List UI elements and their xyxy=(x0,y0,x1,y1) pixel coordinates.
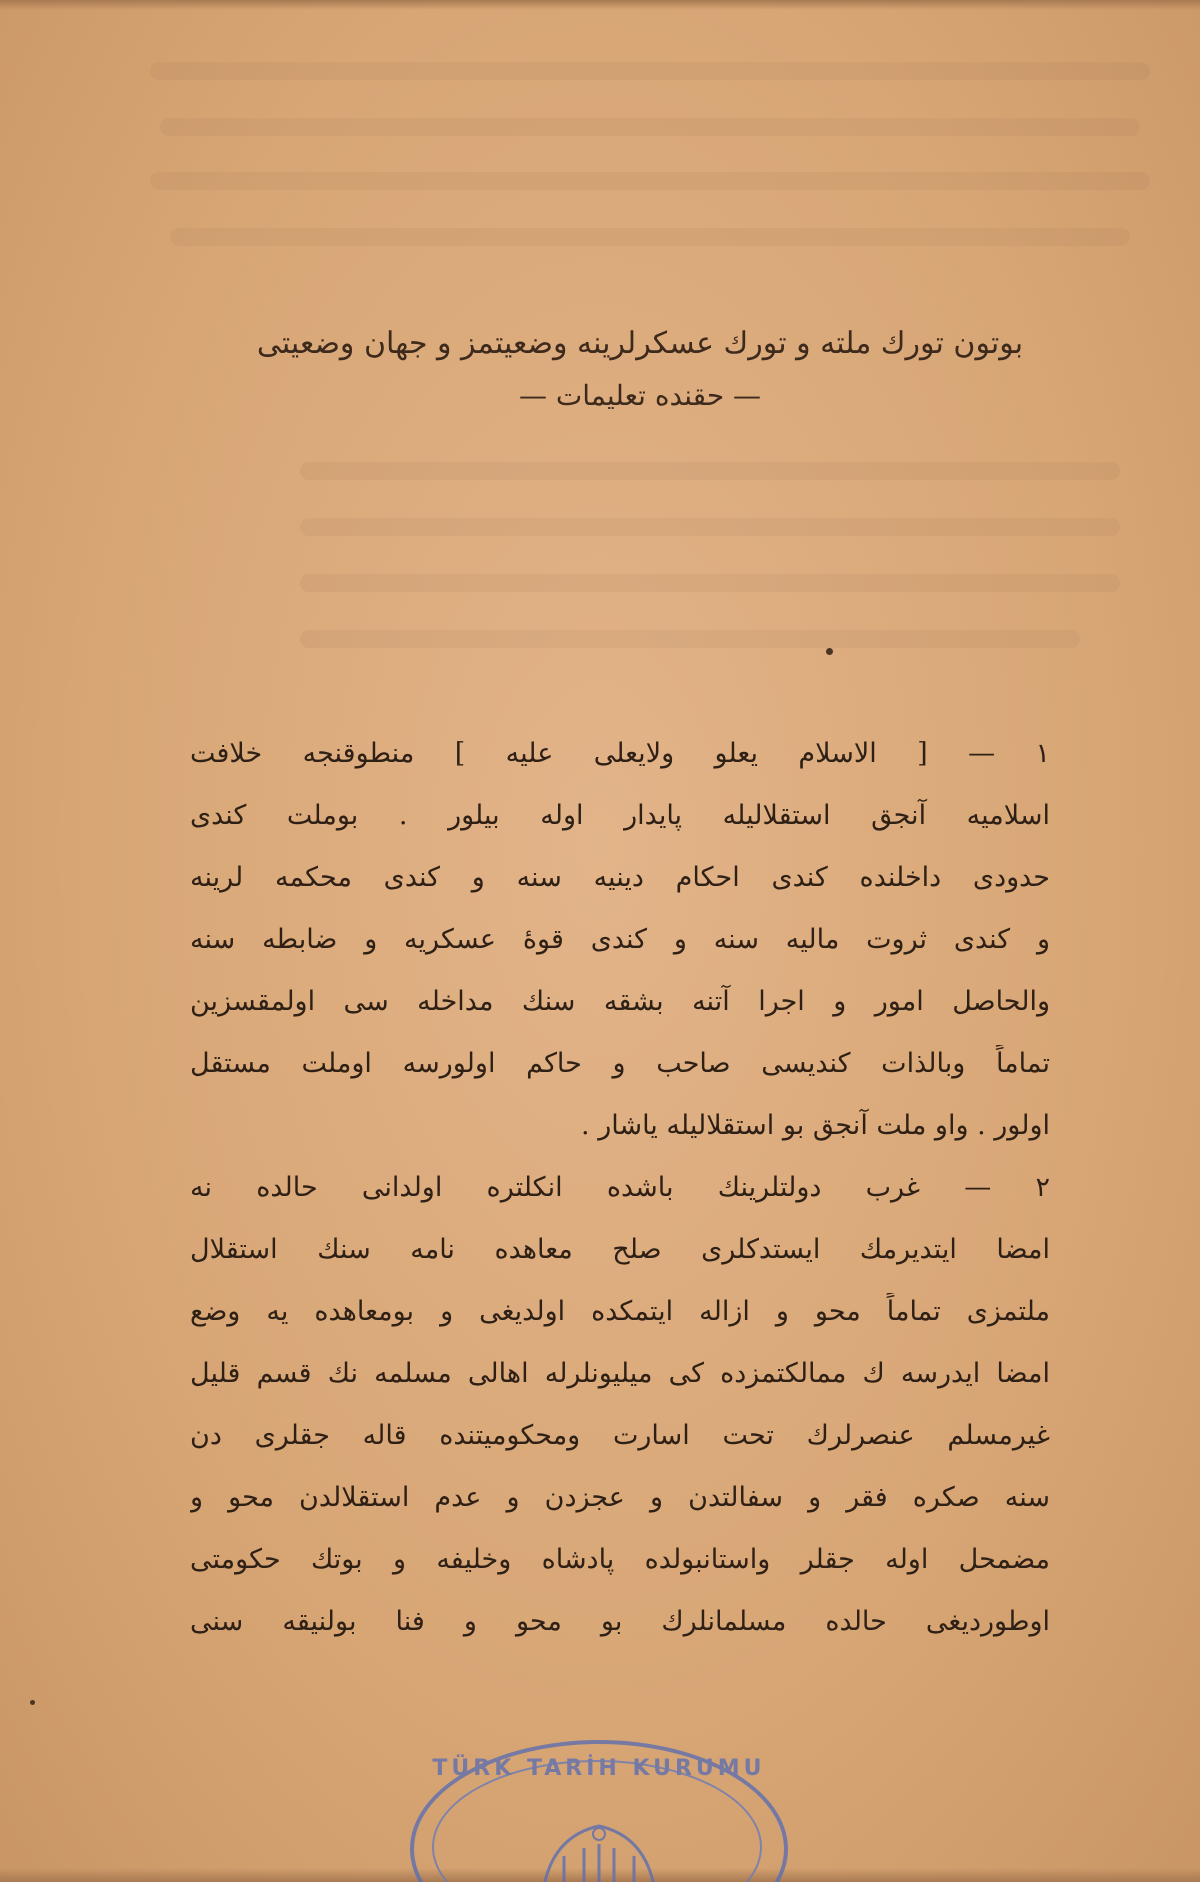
bleed-through-line xyxy=(170,228,1130,246)
bleed-through-line xyxy=(300,462,1120,480)
text-line: والحاصل امور و اجرا آتنه بشقه سنك مداخله سى اولمقسزين xyxy=(190,986,1050,1017)
text-line: امضا ايتديرمك ايستدكلرى صلح معاهده نامه سنك استقلال xyxy=(190,1234,1050,1265)
bleed-through-line xyxy=(150,172,1150,190)
text-line: سنه صكره فقر و سفالتدن و عجزدن و عدم استقلالدن محو و xyxy=(190,1482,1050,1513)
bleed-through-line xyxy=(160,118,1140,136)
text-line: امضا ايدرسه ك ممالكتمزده كى ميليونلرله اهالى مسلمه نك قسم قليل xyxy=(190,1358,1050,1389)
text-line: اسلاميه آنجق استقلاليله پايدار اوله بيلور . بوملت كندى xyxy=(190,800,1050,831)
text-line: اولور . واو ملت آنجق بو استقلاليله ياشار . xyxy=(581,1110,1050,1141)
text-line: مضمحل اوله جقلر واستانبولده پادشاه وخليفه و بوتك حكومتى xyxy=(190,1544,1050,1575)
body-text xyxy=(190,735,1050,1665)
bleed-through-line xyxy=(300,630,1080,648)
heading-line-2: — حقنده تعليمات — xyxy=(518,379,762,412)
ink-dot xyxy=(30,1700,35,1705)
text-line: تماماً وبالذات كنديسى صاحب و حاكم اولورسه اوملت مستقل xyxy=(190,1048,1050,1079)
archive-stamp xyxy=(410,1740,788,1882)
bleed-through-line xyxy=(300,574,1120,592)
text-line: حدودى داخلنده كندى احكام دينيه سنه و كندى محكمه لرينه xyxy=(190,862,1050,893)
bleed-through-line xyxy=(150,62,1150,80)
text-line: ملتمزى تماماً محو و ازاله ايتمكده اولديغى و بومعاهده يه وضع xyxy=(190,1296,1050,1327)
page-top-edge xyxy=(0,0,1200,10)
text-line: ٢ — غرب دولتلرينك باشده انكلتره اولدانى حالده نه xyxy=(190,1172,1050,1203)
stamp-emblem-icon xyxy=(534,1806,664,1882)
text-line: و كندى ثروت ماليه سنه و كندى قوهٔ عسكريه و ضابطه سنه xyxy=(190,924,1050,955)
ink-dot xyxy=(826,648,833,655)
document-heading xyxy=(200,322,1080,418)
text-line: اوطورديغى حالده مسلمانلرك بو محو و فنا بولنيقه سنى xyxy=(190,1606,1050,1637)
text-line: غيرمسلم عنصرلرك تحت اسارت ومحكوميتنده قاله جقلرى دن xyxy=(190,1420,1050,1451)
text-line: ١ — [ الاسلام يعلو ولايعلى عليه ] منطوقنجه خلافت xyxy=(190,738,1050,769)
bleed-through-line xyxy=(300,518,1120,536)
stamp-text: TÜRK TARİH KURUMU xyxy=(432,1756,766,1781)
heading-line-1: بوتون تورك ملته و تورك عسكرلرينه وضعيتمز و جهان وضعيتى xyxy=(256,326,1024,361)
